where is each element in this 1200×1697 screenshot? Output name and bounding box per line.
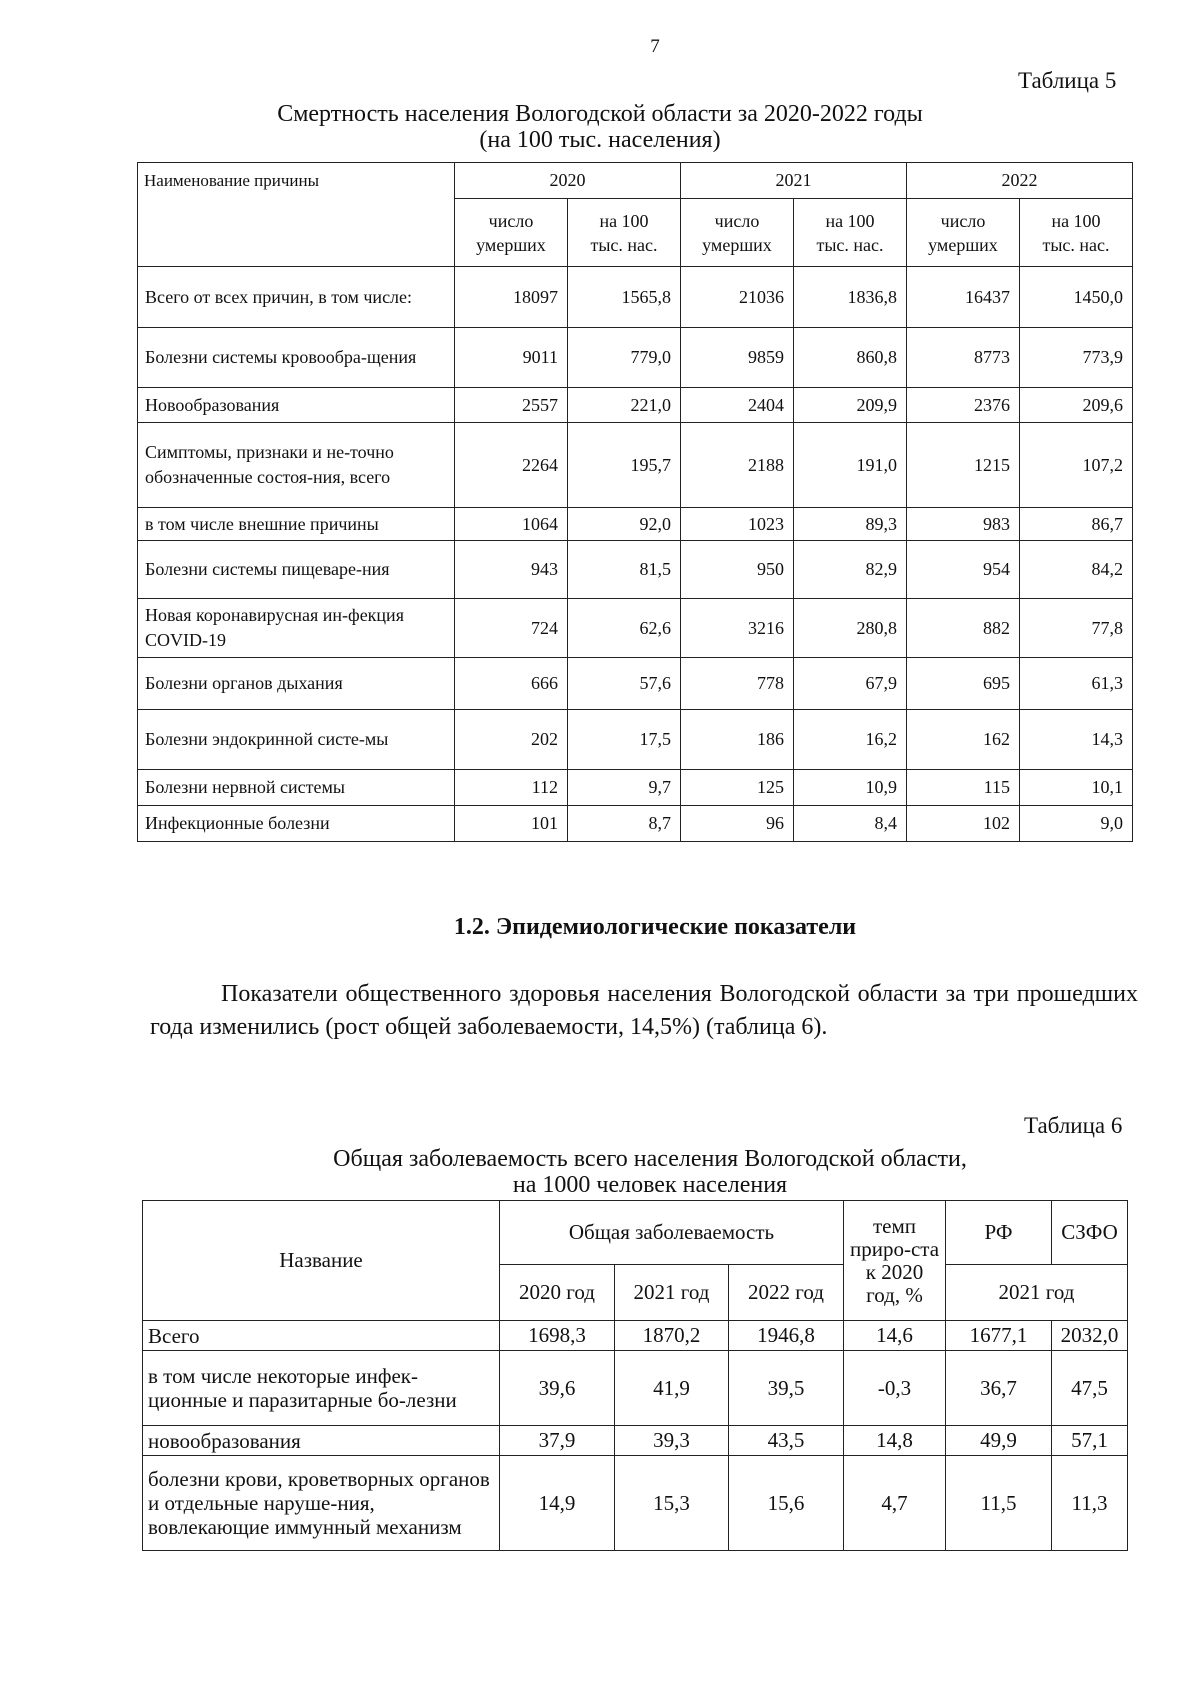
header-year-2021: 2021 bbox=[681, 163, 907, 199]
table-cell: 107,2 bbox=[1020, 423, 1133, 508]
cause-name: Инфекционные болезни bbox=[138, 806, 455, 842]
header-deaths-count-line1: число bbox=[488, 210, 534, 231]
cause-name: Симптомы, признаки и не-точно обозначенные состоя-ния, всего bbox=[138, 423, 455, 508]
table-cell: 3216 bbox=[681, 599, 794, 658]
table-cell: 112 bbox=[455, 770, 568, 806]
table-row bbox=[143, 1456, 1128, 1551]
header-rate-line2: тыс. нас. bbox=[1042, 234, 1110, 255]
table-cell: 36,7 bbox=[946, 1351, 1052, 1426]
table-cell: 666 bbox=[455, 658, 568, 710]
table-cell: 202 bbox=[455, 710, 568, 770]
cause-name: Болезни системы пищеваре-ния bbox=[138, 541, 455, 599]
header-rate-line2: тыс. нас. bbox=[590, 234, 658, 255]
header-deaths-count-line1: число bbox=[714, 210, 760, 231]
table-cell: 84,2 bbox=[1020, 541, 1133, 599]
table-cell: 695 bbox=[907, 658, 1020, 710]
cause-name: Новая коронавирусная ин-фекция COVID-19 bbox=[138, 599, 455, 658]
table-cell: 115 bbox=[907, 770, 1020, 806]
table-cell: 2264 bbox=[455, 423, 568, 508]
table-cell: 47,5 bbox=[1052, 1351, 1128, 1426]
table-cell: 9859 bbox=[681, 328, 794, 388]
table-row bbox=[138, 541, 1133, 599]
table-cell: 125 bbox=[681, 770, 794, 806]
table-cell: 57,6 bbox=[568, 658, 681, 710]
table-cell: 1023 bbox=[681, 508, 794, 541]
table-cell: 10,1 bbox=[1020, 770, 1133, 806]
header-year-2021-god: 2021 год bbox=[615, 1265, 729, 1321]
table-row bbox=[143, 1351, 1128, 1426]
table-cell: 4,7 bbox=[844, 1456, 946, 1551]
table-cell: 92,0 bbox=[568, 508, 681, 541]
table-row bbox=[138, 658, 1133, 710]
table-cell: 82,9 bbox=[794, 541, 907, 599]
table-cell: 1836,8 bbox=[794, 267, 907, 328]
table-cell: 221,0 bbox=[568, 388, 681, 423]
table-cell: 37,9 bbox=[500, 1426, 615, 1456]
table-row bbox=[143, 1321, 1128, 1351]
table-cell: 89,3 bbox=[794, 508, 907, 541]
table-cell: 773,9 bbox=[1020, 328, 1133, 388]
header-cause-name: Наименование причины bbox=[138, 163, 455, 267]
table-cell: 16437 bbox=[907, 267, 1020, 328]
table-cell: 209,9 bbox=[794, 388, 907, 423]
table-cell: 2188 bbox=[681, 423, 794, 508]
table6-label: Таблица 6 bbox=[1024, 1113, 1123, 1138]
header-deaths-count bbox=[907, 199, 1020, 267]
table-cell: 61,3 bbox=[1020, 658, 1133, 710]
table-cell: 15,6 bbox=[729, 1456, 844, 1551]
table-row bbox=[138, 806, 1133, 842]
table-cell: 954 bbox=[907, 541, 1020, 599]
table-cell: 14,6 bbox=[844, 1321, 946, 1351]
table-cell: 8,4 bbox=[794, 806, 907, 842]
header-deaths-count-line2: умерших bbox=[928, 234, 998, 255]
table-cell: 43,5 bbox=[729, 1426, 844, 1456]
table-row bbox=[138, 710, 1133, 770]
table-row bbox=[138, 599, 1133, 658]
header-rate-line1: на 100 bbox=[1051, 210, 1101, 231]
table-cell: 14,8 bbox=[844, 1426, 946, 1456]
table-cell: 1215 bbox=[907, 423, 1020, 508]
header-deaths-count bbox=[455, 199, 568, 267]
table-row bbox=[138, 328, 1133, 388]
header-rate-per-100k bbox=[1020, 199, 1133, 267]
table-cell: 724 bbox=[455, 599, 568, 658]
table5-title-line1: Смертность населения Вологодской области за 2020-2022 годы bbox=[277, 101, 923, 127]
table-cell: 11,3 bbox=[1052, 1456, 1128, 1551]
header-deaths-count-line2: умерших bbox=[702, 234, 772, 255]
table-cell: 2557 bbox=[455, 388, 568, 423]
table6-title-line2: на 1000 человек населения bbox=[512, 1172, 788, 1198]
mortality-table bbox=[137, 162, 1133, 842]
table-cell: 1565,8 bbox=[568, 267, 681, 328]
table-cell: 1677,1 bbox=[946, 1321, 1052, 1351]
disease-name: новообразования bbox=[143, 1426, 500, 1456]
table-cell: 1450,0 bbox=[1020, 267, 1133, 328]
table-cell: 39,3 bbox=[615, 1426, 729, 1456]
table6-title-line1: Общая заболеваемость всего населения Вологодской области, bbox=[333, 1146, 967, 1172]
table-cell: 280,8 bbox=[794, 599, 907, 658]
table-cell: 14,3 bbox=[1020, 710, 1133, 770]
table-cell: 195,7 bbox=[568, 423, 681, 508]
table-cell: 162 bbox=[907, 710, 1020, 770]
table-cell: 62,6 bbox=[568, 599, 681, 658]
cause-name: Болезни органов дыхания bbox=[138, 658, 455, 710]
table-cell: 860,8 bbox=[794, 328, 907, 388]
header-deaths-count-line2: умерших bbox=[476, 234, 546, 255]
table-cell: 14,9 bbox=[500, 1456, 615, 1551]
table-cell: 41,9 bbox=[615, 1351, 729, 1426]
cause-name: Болезни нервной системы bbox=[138, 770, 455, 806]
table-row bbox=[138, 388, 1133, 423]
table-cell: 1870,2 bbox=[615, 1321, 729, 1351]
section-heading: 1.2. Эпидемиологические показатели bbox=[453, 914, 857, 940]
section-paragraph: Показатели общественного здоровья населения Вологодской области за три прошедших года изменились (рост общей заболеваемости, 14,5%) (таблица 6). bbox=[150, 981, 1138, 1040]
table-cell: 191,0 bbox=[794, 423, 907, 508]
header-growth-rate: темп приро-ста к 2020 год, % bbox=[844, 1201, 946, 1321]
table-cell: 39,5 bbox=[729, 1351, 844, 1426]
table-cell: -0,3 bbox=[844, 1351, 946, 1426]
table-cell: 102 bbox=[907, 806, 1020, 842]
table-cell: 17,5 bbox=[568, 710, 681, 770]
table-cell: 943 bbox=[455, 541, 568, 599]
table-cell: 950 bbox=[681, 541, 794, 599]
header-year-2020-god: 2020 год bbox=[500, 1265, 615, 1321]
table-cell: 16,2 bbox=[794, 710, 907, 770]
table-cell: 8773 bbox=[907, 328, 1020, 388]
header-rate-per-100k bbox=[794, 199, 907, 267]
table-cell: 2032,0 bbox=[1052, 1321, 1128, 1351]
table-cell: 9,0 bbox=[1020, 806, 1133, 842]
table-cell: 778 bbox=[681, 658, 794, 710]
table-cell: 96 bbox=[681, 806, 794, 842]
disease-name: болезни крови, кроветворных органов и отдельные наруше-ния, вовлекающие иммунный механизм bbox=[143, 1456, 500, 1551]
table5-title-line2: (на 100 тыс. населения) bbox=[479, 127, 721, 153]
header-szfo: СЗФО bbox=[1052, 1201, 1128, 1265]
table-cell: 86,7 bbox=[1020, 508, 1133, 541]
table-cell: 779,0 bbox=[568, 328, 681, 388]
table-cell: 1064 bbox=[455, 508, 568, 541]
table-cell: 39,6 bbox=[500, 1351, 615, 1426]
table5-title bbox=[0, 101, 1200, 153]
header-year-2022-god: 2022 год bbox=[729, 1265, 844, 1321]
table-cell: 2376 bbox=[907, 388, 1020, 423]
table-cell: 81,5 bbox=[568, 541, 681, 599]
table-cell: 49,9 bbox=[946, 1426, 1052, 1456]
table-cell: 9,7 bbox=[568, 770, 681, 806]
header-rate-line2: тыс. нас. bbox=[816, 234, 884, 255]
header-rf: РФ bbox=[946, 1201, 1052, 1265]
table-cell: 67,9 bbox=[794, 658, 907, 710]
disease-name: в том числе некоторые инфек-ционные и паразитарные бо-лезни bbox=[143, 1351, 500, 1426]
table-row bbox=[138, 770, 1133, 806]
table-cell: 57,1 bbox=[1052, 1426, 1128, 1456]
cause-name: в том числе внешние причины bbox=[138, 508, 455, 541]
table-cell: 21036 bbox=[681, 267, 794, 328]
table-cell: 186 bbox=[681, 710, 794, 770]
table-cell: 1946,8 bbox=[729, 1321, 844, 1351]
table-cell: 209,6 bbox=[1020, 388, 1133, 423]
table5-label: Таблица 5 bbox=[1018, 68, 1117, 93]
table-cell: 11,5 bbox=[946, 1456, 1052, 1551]
table-cell: 8,7 bbox=[568, 806, 681, 842]
header-total-morbidity: Общая заболеваемость bbox=[500, 1201, 844, 1265]
table-row bbox=[138, 267, 1133, 328]
table-cell: 983 bbox=[907, 508, 1020, 541]
cause-name: Всего от всех причин, в том числе: bbox=[138, 267, 455, 328]
header-disease-name: Название bbox=[143, 1201, 500, 1321]
disease-name: Всего bbox=[143, 1321, 500, 1351]
table-cell: 10,9 bbox=[794, 770, 907, 806]
cause-name: Новообразования bbox=[138, 388, 455, 423]
table-cell: 18097 bbox=[455, 267, 568, 328]
table-row bbox=[143, 1426, 1128, 1456]
page-number: 7 bbox=[650, 36, 660, 57]
table-row bbox=[138, 423, 1133, 508]
header-year-2020: 2020 bbox=[455, 163, 681, 199]
table-cell: 77,8 bbox=[1020, 599, 1133, 658]
header-year-2022: 2022 bbox=[907, 163, 1133, 199]
header-deaths-count bbox=[681, 199, 794, 267]
header-deaths-count-line1: число bbox=[940, 210, 986, 231]
table-row bbox=[138, 508, 1133, 541]
cause-name: Болезни системы кровообра-щения bbox=[138, 328, 455, 388]
table6-title bbox=[0, 1146, 1200, 1198]
cause-name: Болезни эндокринной систе-мы bbox=[138, 710, 455, 770]
header-reference-year: 2021 год bbox=[946, 1265, 1128, 1321]
table-cell: 882 bbox=[907, 599, 1020, 658]
table-cell: 101 bbox=[455, 806, 568, 842]
table-cell: 1698,3 bbox=[500, 1321, 615, 1351]
table-cell: 9011 bbox=[455, 328, 568, 388]
table-cell: 2404 bbox=[681, 388, 794, 423]
morbidity-table bbox=[142, 1200, 1128, 1551]
header-rate-line1: на 100 bbox=[825, 210, 875, 231]
header-rate-per-100k bbox=[568, 199, 681, 267]
header-rate-line1: на 100 bbox=[599, 210, 649, 231]
table-cell: 15,3 bbox=[615, 1456, 729, 1551]
